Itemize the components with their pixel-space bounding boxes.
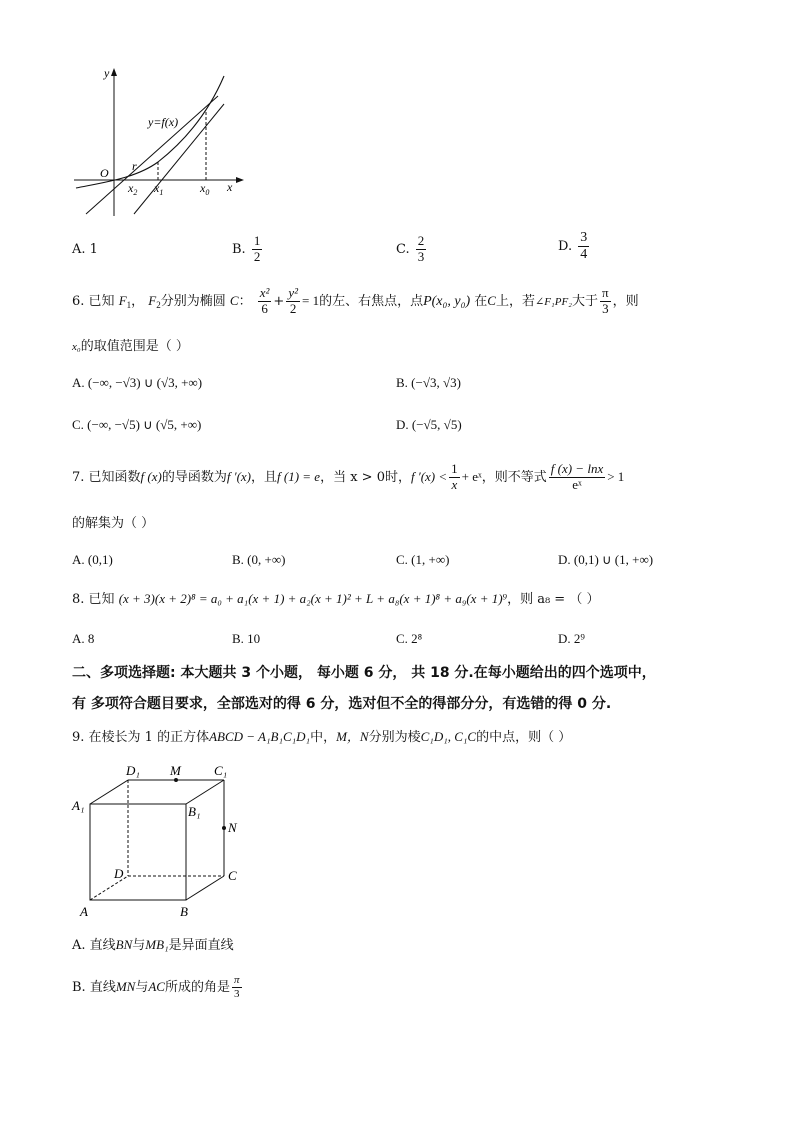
q5-option-b: B. $\frac{1}{2}$	[232, 233, 261, 264]
q5-option-a: A. 1	[72, 242, 98, 257]
q6-option-d: D. (−√5, √5)	[396, 417, 462, 432]
svg-text:C: C	[228, 868, 237, 883]
q6-option-b: B. (−√3, √3)	[396, 375, 461, 390]
svg-text:B₁: B₁	[188, 804, 201, 819]
q9-option-a: A. 直线BN与MB₁是异面直线	[72, 937, 234, 953]
q6-option-c: C. (−∞, −√5) ∪ (√5, +∞)	[72, 417, 202, 432]
q7-stem: 7. 已知函数f (x)的导函数为f ′(x)，且f (1) = e，当 x > 0时，f ′(x) < $\frac{1}{x}$ + eˣ，则不等式 $\frac{f (x) - \ln x}{\text{eˣ}}$ > 1	[72, 461, 625, 492]
q7-stem-line2: 的解集为（ ）	[72, 516, 155, 531]
q7-option-a: A. (0,1)	[72, 552, 113, 567]
q9-option-b: B. 直线MN与AC所成的角是 $\frac{\pi}{3}$	[72, 974, 240, 1000]
x0-label: $x_0$	[200, 181, 210, 197]
svg-text:D₁: D₁	[126, 763, 140, 778]
q9-stem: 9. 在棱长为 1 的正方体ABCD − A₁B₁C₁D₁中，M，N分别为棱C₁D₁, C₁C的中点，则（ ）	[72, 729, 572, 745]
cube-figure	[70, 760, 245, 920]
q6-stem-line2: x₀的取值范围是（ ）	[72, 339, 189, 354]
q8-option-d: D. 2⁹	[558, 631, 585, 646]
q8-option-b: B. 10	[232, 631, 261, 646]
q7-option-c: C. (1, +∞)	[396, 552, 450, 567]
svg-text:A₁: A₁	[72, 798, 85, 813]
q5-option-d: D. $\frac{3}{4}$	[558, 230, 588, 263]
svg-text:D: D	[114, 866, 124, 881]
q8-option-c: C. 2⁸	[396, 631, 423, 646]
q8-stem: 8. 已知 (x + 3)(x + 2)⁸ = a₀ + a₁(x + 1) + a₂(x + 1)² + L + a₈(x + 1)⁸ + a₉(x + 1)⁹，则 a₈ = （ ）	[72, 591, 600, 607]
x-axis-label: x	[227, 180, 233, 194]
svg-text:B: B	[180, 904, 188, 919]
q5-option-c: C. $\frac{2}{3}$	[396, 233, 425, 264]
q7-option-d: D. (0,1) ∪ (1, +∞)	[558, 552, 654, 567]
q6-option-a: A. (−∞, −√3) ∪ (√3, +∞)	[72, 375, 203, 390]
x2-label: $x_2$	[128, 181, 138, 197]
y-axis-label: y	[104, 66, 110, 80]
function-graph	[66, 66, 256, 218]
x1-label: $x_1$	[154, 181, 164, 197]
line-r	[86, 96, 218, 214]
section2-heading-line2: 有 多项符合题目要求，全部选对的得 6 分，选对但不全的得部分分，有选错的得 0 分.	[72, 696, 612, 712]
origin-label: O	[100, 166, 109, 180]
svg-text:C₁: C₁	[214, 763, 228, 778]
svg-text:A: A	[80, 904, 88, 919]
svg-text:N: N	[228, 820, 237, 835]
q6-stem: 6. 已知 $F_1$， $F_2$分别为椭圆 C： $\frac{\text{x²}}{6}$ + $\frac{\text{y²}}{2}$ = 1的左、右焦点，点P(x₀, y₀) 在C上，若∠F₁PF₂大于 $\frac{\pi}{3}$ ，则	[72, 285, 639, 316]
q8-option-a: A. 8	[72, 631, 95, 646]
curve-label: y=f(x)	[148, 115, 179, 129]
section2-heading-line1: 二、多项选择题: 本大题共 3 个小题， 每小题 6 分， 共 18 分.在每小题给出的四个选项中，	[72, 665, 656, 681]
r-label: r	[132, 159, 137, 173]
q7-option-b: B. (0, +∞)	[232, 552, 286, 567]
svg-text:M: M	[170, 763, 181, 778]
curve	[76, 76, 224, 188]
